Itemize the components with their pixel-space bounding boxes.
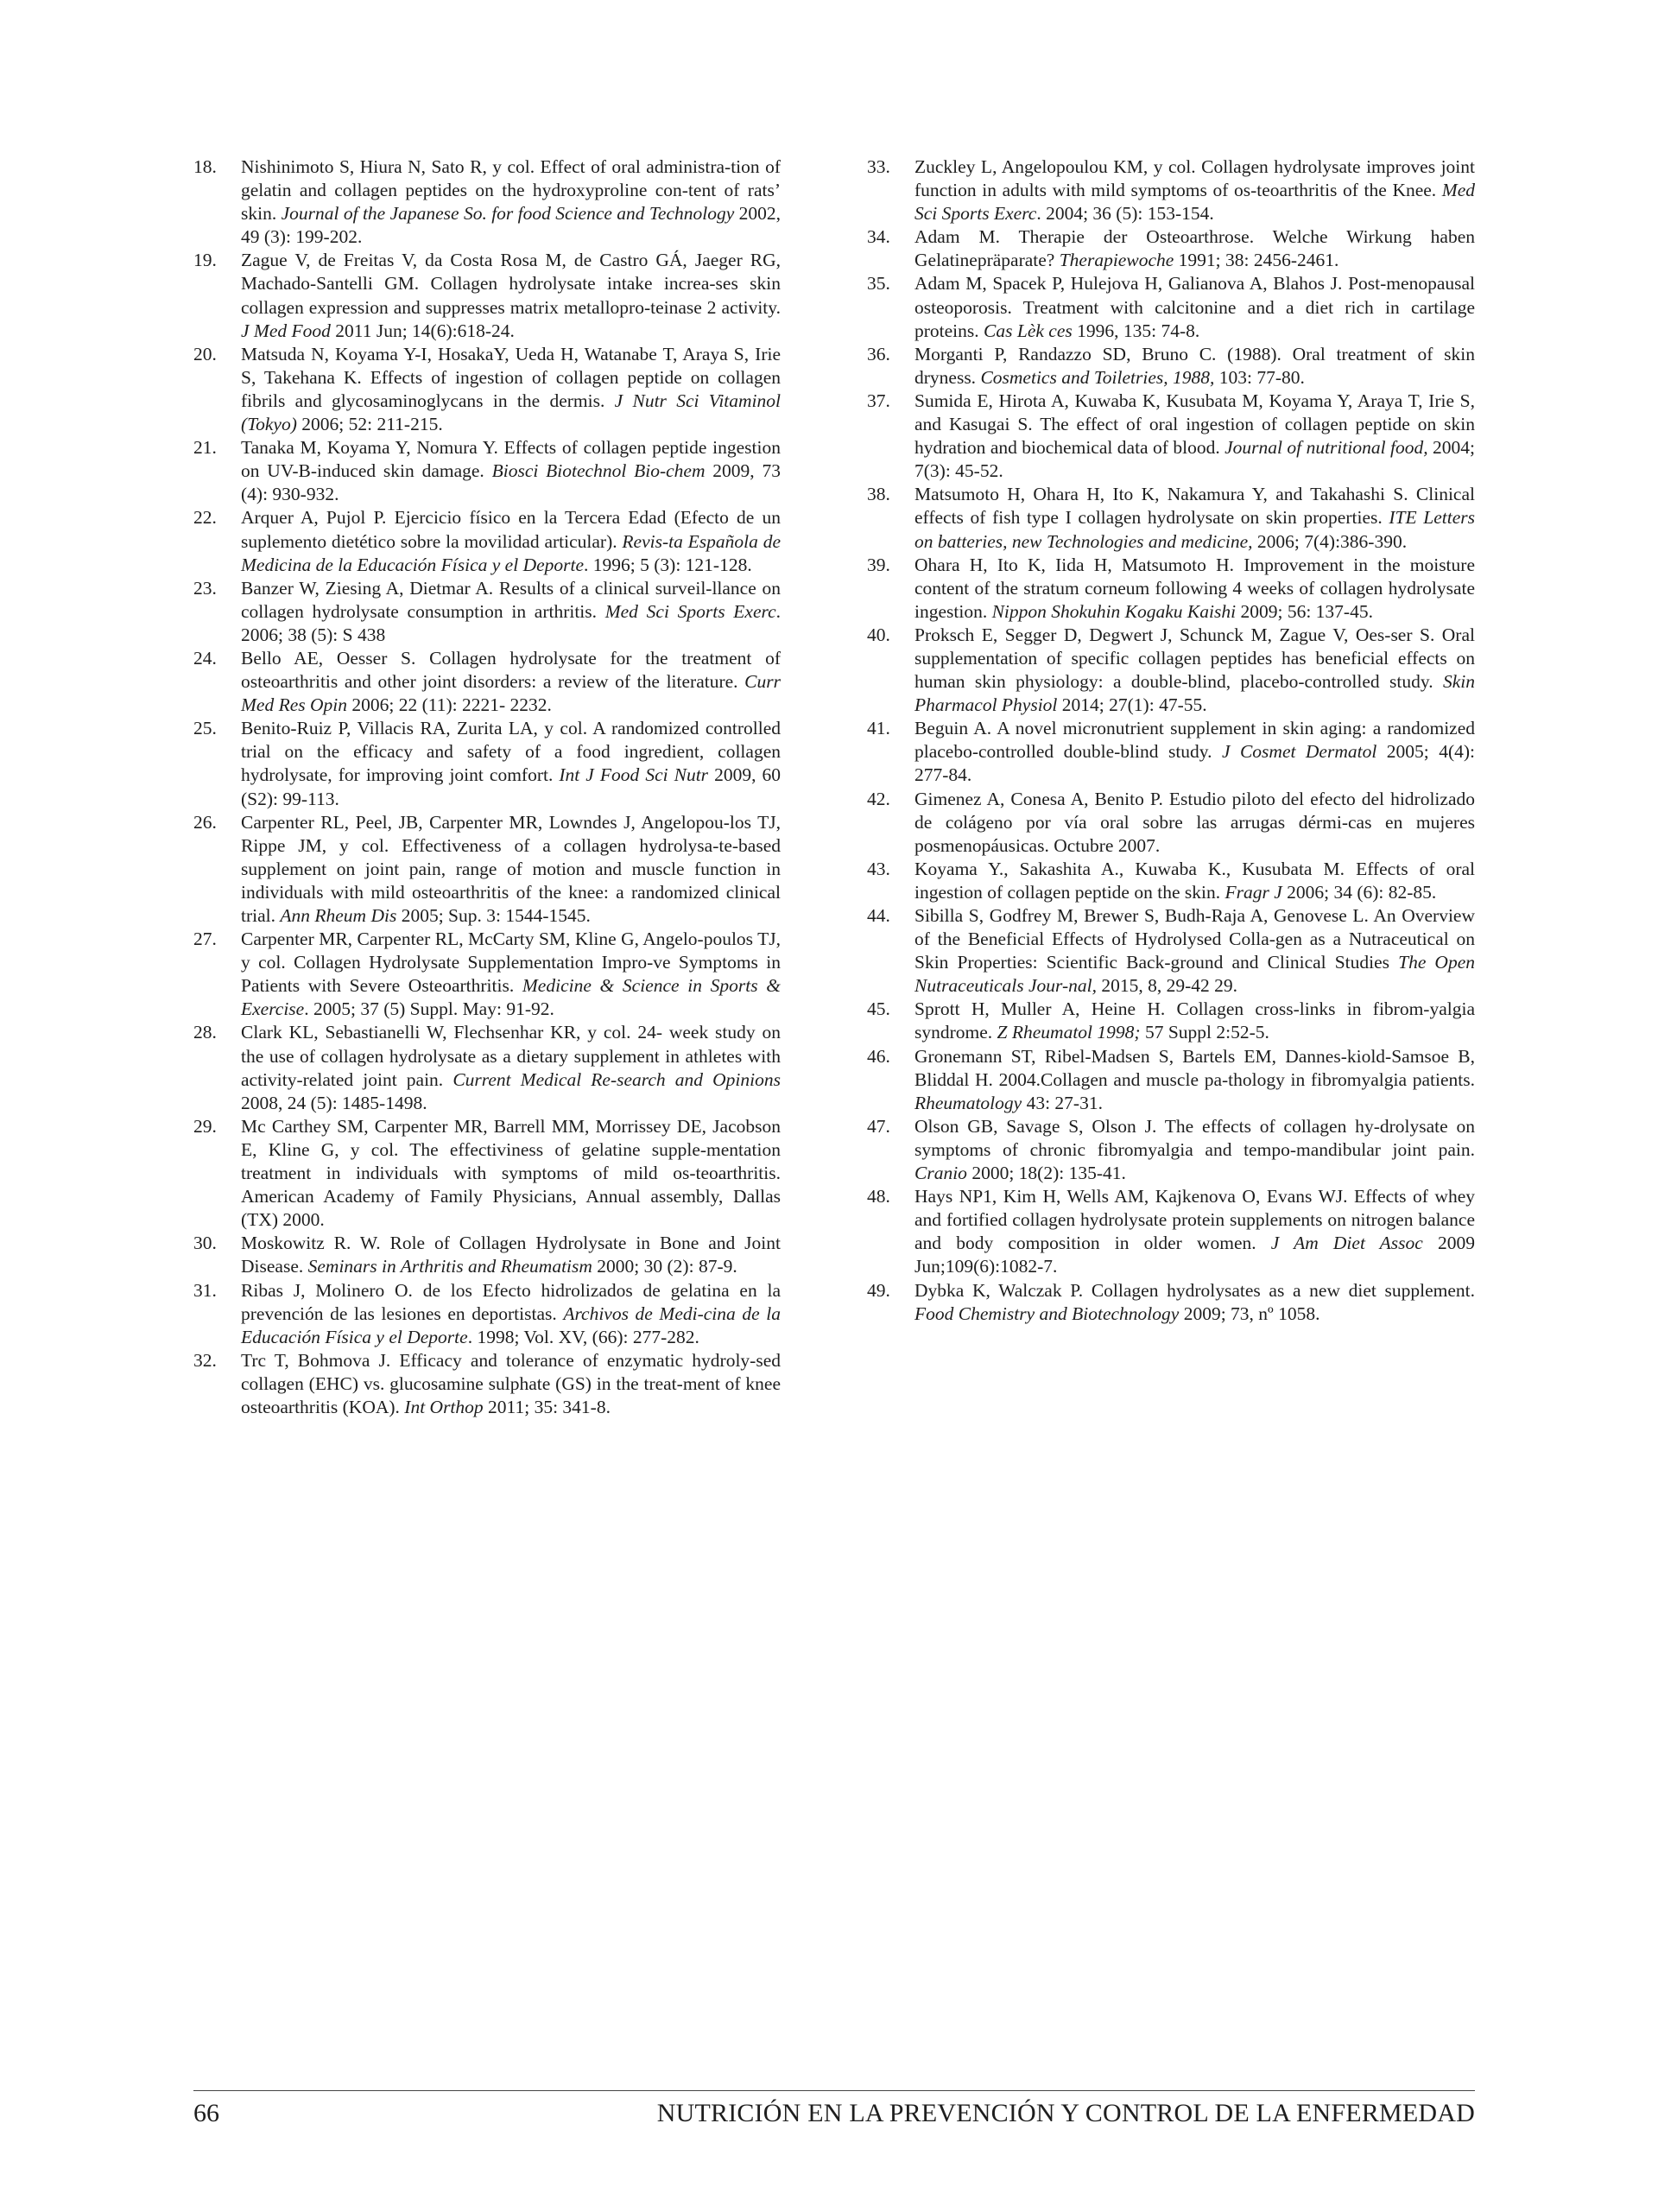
reference-text-segment: 2006; 34 (6): 82-85. — [1281, 881, 1437, 903]
reference-text-segment: 2014; 27(1): 47-55. — [1057, 694, 1207, 716]
reference-text — [914, 344, 1475, 388]
footer-divider — [193, 2090, 1475, 2091]
reference-entry — [193, 155, 781, 249]
reference-text-segment: Trc T, Bohmova J. Efficacy and tolerance of enzymatic hydroly-sed collagen (EHC) vs. glucosamine sulphate (GS) in the treat-ment of knee osteoarthritis (KOA). — [241, 1349, 781, 1417]
reference-text-segment: Gronemann ST, Ribel-Madsen S, Bartels EM, Dannes-kiold-Samsoe B, Bliddal H. 2004.Collagen and muscle pa-thology in fibromyalgia patients. — [914, 1045, 1475, 1090]
reference-number: 22. — [193, 507, 217, 529]
reference-source-title: Fragr J — [1225, 881, 1282, 903]
reference-entry — [193, 1115, 781, 1232]
reference-text-segment: Matsuda N, Koyama Y-I, HosakaY, Ueda H, Watanabe T, Araya S, Irie S, Takehana K. Effects of ingestion of collagen peptide on collagen fibrils and glycosaminoglycans in the dermis. — [241, 343, 781, 411]
reference-source-title: Cosmetics and Toiletries, 1988, — [980, 366, 1215, 388]
reference-text-segment: Gimenez A, Conesa A, Benito P. Estudio piloto del efecto del hidrolizado de colágeno por vía oral sobre las arrugas dérmi-cas en mujeres posmenopáusicas. Octubre 2007. — [914, 788, 1475, 856]
reference-number: 37. — [867, 390, 890, 411]
reference-number: 42. — [867, 788, 890, 809]
reference-text-segment: Dybka K, Walczak P. Collagen hydrolysates as a new diet supplement. — [914, 1279, 1475, 1301]
reference-source-title: Cranio — [914, 1163, 967, 1184]
reference-text-segment: 2002, 49 (3): 199-202. — [241, 203, 782, 248]
reference-entry — [193, 647, 781, 717]
reference-number: 32. — [193, 1349, 217, 1371]
reference-source-title: Seminars in Arthritis and Rheumatism — [307, 1256, 592, 1277]
reference-entry — [867, 483, 1475, 553]
reference-text — [914, 998, 1475, 1043]
reference-text — [241, 1116, 781, 1230]
reference-text — [914, 859, 1475, 903]
reference-source-title: Archivos de Medi-cina de la Educación Física y el Deporte — [241, 1302, 781, 1347]
reference-text-segment: Sprott H, Muller A, Heine H. Collagen cross-links in fibrom-yalgia syndrome. — [914, 998, 1475, 1043]
reference-text-segment: 2006; 22 (11): 2221- 2232. — [347, 694, 552, 716]
reference-source-title: Skin Pharmacol Physiol — [914, 671, 1475, 716]
reference-source-title: Med Sci Sports Exerc — [604, 600, 776, 622]
reference-number: 28. — [193, 1022, 217, 1043]
reference-number: 48. — [867, 1186, 890, 1207]
reference-text — [914, 1116, 1475, 1183]
reference-text-segment: Sibilla S, Godfrey M, Brewer S, Budh-Raja A, Genovese L. An Overview of the Beneficial Effects of Hydrolysed Colla-gen as a Nutraceutical on Skin Properties: Scientific Back-ground and Clinical Studies — [914, 905, 1475, 973]
reference-text-segment: Benito-Ruiz P, Villacis RA, Zurita LA, y col. A randomized controlled trial on the efficacy and safety of a food ingredient, collagen hydrolysate, for improving joint comfort. — [241, 718, 781, 786]
reference-entry — [193, 717, 781, 810]
reference-text-segment: 2008, 24 (5): 1485-1498. — [241, 1092, 427, 1113]
reference-source-title: Revis-ta Española de Medicina de la Educación Física y el Deporte — [241, 530, 781, 575]
reference-source-title: Int Orthop — [404, 1396, 484, 1417]
reference-text-segment: 2011; 35: 341-8. — [483, 1396, 611, 1417]
reference-number: 44. — [867, 905, 890, 926]
reference-text-segment: Hays NP1, Kim H, Wells AM, Kajkenova O, Evans WJ. Effects of whey and fortified collagen hydrolysate protein supplements on nitrogen balance and body composition in older women. — [914, 1186, 1475, 1254]
reference-number: 49. — [867, 1279, 890, 1301]
reference-text — [241, 344, 781, 434]
reference-text-segment: 2015, 8, 29-42 29. — [1096, 975, 1238, 997]
reference-number: 43. — [867, 858, 890, 879]
reference-text-segment: 103: 77-80. — [1214, 366, 1305, 388]
reference-entry — [867, 155, 1475, 225]
reference-text — [241, 1022, 781, 1112]
reference-text-segment: Clark KL, Sebastianelli W, Flechsenhar KR, y col. 24- week study on the use of collagen hydrolysate as a dietary supplement in athletes with activity-related joint pain. — [241, 1022, 781, 1090]
reference-text-segment: Koyama Y., Sakashita A., Kuwaba K., Kusubata M. Effects of oral ingestion of collagen peptide on the skin. — [914, 858, 1475, 903]
reference-entry — [867, 554, 1475, 624]
reference-text — [914, 273, 1475, 340]
reference-number: 27. — [193, 929, 217, 950]
reference-number: 23. — [193, 577, 217, 599]
reference-text-segment: 2009 Jun;109(6):1082-7. — [914, 1233, 1475, 1277]
reference-entry — [193, 249, 781, 342]
reference-number: 38. — [867, 484, 890, 505]
reference-text-segment: . 2006; 38 (5): S 438 — [241, 600, 781, 645]
reference-text-segment: Moskowitz R. W. Role of Collagen Hydrolysate in Bone and Joint Disease. — [241, 1233, 781, 1277]
reference-entry — [193, 1232, 781, 1278]
reference-source-title: Therapiewoche — [1059, 250, 1174, 271]
reference-source-title: J Cosmet Dermatol — [1221, 741, 1377, 763]
reference-entry — [867, 717, 1475, 787]
reference-entry — [193, 506, 781, 576]
reference-source-title: Biosci Biotechnol Bio-chem — [491, 460, 706, 482]
reference-source-title: Rheumatology — [914, 1092, 1022, 1113]
reference-text-segment: 2000; 18(2): 135-41. — [966, 1163, 1126, 1184]
reference-entry — [867, 272, 1475, 342]
reference-text-segment: 2011 Jun; 14(6):618-24. — [330, 320, 515, 341]
reference-entry — [867, 858, 1475, 904]
reference-number: 20. — [193, 343, 217, 364]
reference-text-segment: . 1996; 5 (3): 121-128. — [584, 554, 752, 575]
reference-text-segment: Matsumoto H, Ohara H, Ito K, Nakamura Y, and Takahashi S. Clinical effects of fish type I collagen hydrolysate on skin properties. — [914, 484, 1475, 529]
reference-text — [914, 1046, 1475, 1113]
reference-text — [914, 905, 1475, 996]
reference-text — [914, 390, 1475, 481]
reference-entry — [193, 811, 781, 928]
reference-number: 33. — [867, 156, 890, 177]
reference-entry — [867, 1045, 1475, 1115]
reference-source-title: J Am Diet Assoc — [1270, 1233, 1423, 1254]
reference-source-title: Ann Rheum Dis — [280, 905, 397, 926]
reference-number: 26. — [193, 811, 217, 833]
reference-text — [241, 156, 781, 247]
reference-text-segment: 2006; 7(4):386-390. — [1252, 530, 1408, 552]
reference-entry — [193, 1279, 781, 1349]
reference-text-segment: 43: 27-31. — [1022, 1092, 1103, 1113]
reference-text-segment: 2009; 56: 137-45. — [1236, 600, 1373, 622]
reference-source-title: Journal of nutritional food, — [1225, 437, 1428, 459]
reference-text-segment: Morganti P, Randazzo SD, Bruno C. (1988). Oral treatment of skin dryness. — [914, 343, 1475, 388]
reference-entry — [867, 904, 1475, 998]
reference-text-segment: Sumida E, Hirota A, Kuwaba K, Kusubata M, Koyama Y, Araya T, Irie S, and Kasugai S. The effect of oral ingestion of collagen peptide on skin hydration and biochemical data of blood. — [914, 390, 1475, 459]
reference-text — [914, 226, 1475, 270]
reference-text — [241, 250, 781, 340]
reference-source-title: Current Medical Re-search and Opinions — [452, 1068, 781, 1090]
reference-text-segment: 57 Suppl 2:52-5. — [1140, 1022, 1269, 1043]
reference-text — [241, 718, 781, 808]
reference-text — [914, 555, 1475, 622]
reference-text — [914, 1186, 1475, 1277]
reference-entry — [867, 343, 1475, 390]
reference-source-title: Int J Food Sci Nutr — [559, 764, 709, 786]
reference-source-title: Cas Lèk ces — [984, 320, 1073, 341]
reference-entry — [193, 436, 781, 506]
reference-text — [241, 507, 781, 574]
references-right-column — [867, 155, 1475, 1326]
reference-text-segment: Tanaka M, Koyama Y, Nomura Y. Effects of collagen peptide ingestion on UV-B-induced skin damage. — [241, 437, 781, 482]
reference-number: 30. — [193, 1233, 217, 1254]
reference-entry — [867, 1115, 1475, 1185]
reference-text-segment: Nishinimoto S, Hiura N, Sato R, y col. Effect of oral administra-tion of gelatin and collagen peptides on the hydroxyproline con-tent of rats’ skin. — [241, 156, 781, 225]
reference-number: 18. — [193, 156, 217, 177]
reference-text-segment: 2009, 60 (S2): 99-113. — [241, 764, 782, 809]
reference-text-segment: 2009, 73 (4): 930-932. — [241, 460, 781, 505]
reference-entry — [867, 624, 1475, 717]
reference-entry — [867, 998, 1475, 1044]
reference-number: 35. — [867, 273, 890, 295]
reference-text-segment: Banzer W, Ziesing A, Dietmar A. Results of a clinical surveil-llance on collagen hydrolysate consumption in arthritis. — [241, 577, 781, 622]
reference-source-title: Nippon Shokuhin Kogaku Kaishi — [991, 600, 1237, 622]
reference-text-segment: Carpenter RL, Peel, JB, Carpenter MR, Lowndes J, Angelopou-los TJ, Rippe JM, y col. Effectiveness of a collagen hydrolysa-te-based supplement on joint pain, range of motion and muscle function in individuals with mild osteoarthritis of the knee: a randomized clinical trial. — [241, 811, 781, 926]
reference-text-segment: Zague V, de Freitas V, da Costa Rosa M, de Castro GÁ, Jaeger RG, Machado-Santelli GM. Collagen hydrolysate intake increa-ses skin collagen expression and suppresses matrix metallopro-teinase 2 activity. — [241, 250, 781, 318]
reference-source-title: J Med Food — [241, 320, 331, 341]
reference-text — [914, 1280, 1475, 1324]
reference-source-title: Food Chemistry and Biotechnology — [914, 1302, 1180, 1324]
reference-text-segment: 2005; Sup. 3: 1544-1545. — [396, 905, 591, 926]
reference-source-title: The Open Nutraceuticals Jour-nal, — [914, 952, 1475, 997]
reference-text — [241, 812, 781, 926]
reference-text-segment: Ribas J, Molinero O. de los Efecto hidrolizados de gelatina en la prevención de las lesiones en deportistas. — [241, 1279, 781, 1324]
page-number: 66 — [193, 2099, 219, 2127]
reference-text-segment: Adam M. Therapie der Osteoarthrose. Welche Wirkung haben Gelatinepräparate? — [914, 226, 1475, 271]
reference-text — [241, 1280, 781, 1347]
reference-number: 34. — [867, 226, 890, 248]
reference-text — [241, 929, 781, 1019]
reference-number: 40. — [867, 624, 890, 645]
reference-entry — [867, 788, 1475, 858]
reference-text-segment: Beguin A. A novel micronutrient supplement in skin aging: a randomized placebo-controlled double-blind study. — [914, 718, 1475, 763]
reference-text — [914, 624, 1475, 715]
references-left-column — [193, 155, 781, 1419]
reference-source-title: J Nutr Sci Vitaminol (Tokyo) — [241, 390, 781, 435]
reference-text-segment: Mc Carthey SM, Carpenter MR, Barrell MM, Morrissey DE, Jacobson E, Kline G, y col. The effectiviness of gelatine supple-mentation treatment in individuals with symptoms of mild os-teoarthritis. American Academy of Family Physicians, Annual assembly, Dallas (TX) 2000. — [241, 1115, 781, 1231]
reference-source-title: ITE Letters on batteries, new Technologies and medicine, — [914, 507, 1475, 552]
reference-number: 41. — [867, 718, 890, 739]
reference-text-segment: Olson GB, Savage S, Olson J. The effects of collagen hy-drolysate on symptoms of chronic fibromyalgia and tempo-mandibular joint pain. — [914, 1115, 1475, 1160]
reference-source-title: Curr Med Res Opin — [241, 671, 781, 716]
reference-source-title: Med Sci Sports Exerc — [914, 180, 1475, 225]
reference-text — [241, 1350, 781, 1417]
reference-source-title: Medicine & Science in Sports & Exercise — [241, 975, 781, 1020]
reference-text-segment: Carpenter MR, Carpenter RL, McCarty SM, Kline G, Angelo-poulos TJ, y col. Collagen Hydrolysate Supplementation Impro-ve Symptoms in Patients with Severe Osteoarthritis. — [241, 929, 781, 997]
reference-number: 19. — [193, 250, 217, 271]
reference-text — [241, 437, 781, 504]
reference-text-segment: Adam M, Spacek P, Hulejova H, Galianova A, Blahos J. Post-menopausal osteoporosis. Treatment with calcitonine and a diet rich in cartilage proteins. — [914, 273, 1475, 341]
reference-number: 45. — [867, 998, 890, 1020]
reference-entry — [193, 343, 781, 436]
reference-source-title: Journal of the Japanese So. for food Science and Technology — [281, 203, 735, 225]
reference-text — [914, 718, 1475, 785]
reference-number: 36. — [867, 343, 890, 364]
reference-number: 29. — [193, 1115, 217, 1137]
reference-text — [241, 648, 781, 715]
reference-text — [914, 484, 1475, 551]
running-title: NUTRICIÓN EN LA PREVENCIÓN Y CONTROL DE LA ENFERMEDAD — [656, 2099, 1475, 2127]
reference-text-segment: . 2004; 36 (5): 153-154. — [1036, 203, 1214, 225]
reference-entry — [193, 1021, 781, 1114]
reference-text-segment: Proksch E, Segger D, Degwert J, Schunck M, Zague V, Oes-ser S. Oral supplementation of specific collagen peptides has beneficial effects on human skin physiology: a double-blind, placebo-controlled study. — [914, 624, 1475, 693]
reference-text-segment: 2000; 30 (2): 87-9. — [592, 1256, 737, 1277]
reference-number: 25. — [193, 718, 217, 739]
reference-text-segment: . 2005; 37 (5) Suppl. May: 91-92. — [304, 998, 554, 1020]
reference-number: 39. — [867, 554, 890, 575]
reference-text-segment: Ohara H, Ito K, Iida H, Matsumoto H. Improvement in the moisture content of the stratum corneum following 4 weeks of collagen hydrolysate ingestion. — [914, 554, 1475, 622]
reference-number: 31. — [193, 1279, 217, 1301]
reference-entry — [193, 577, 781, 647]
reference-text-segment: 2005; 4(4): 277-84. — [914, 741, 1475, 786]
reference-entry — [193, 1349, 781, 1419]
reference-entry — [867, 1185, 1475, 1278]
reference-entry — [193, 928, 781, 1021]
reference-source-title: Z Rheumatol 1998; — [997, 1022, 1141, 1043]
reference-number: 21. — [193, 437, 217, 459]
reference-text-segment: Arquer A, Pujol P. Ejercicio físico en la Tercera Edad (Efecto de un suplemento dietético sobre la movilidad articular). — [241, 507, 781, 552]
reference-text-segment: . 1998; Vol. XV, (66): 277-282. — [467, 1326, 699, 1347]
reference-text-segment: Zuckley L, Angelopoulou KM, y col. Collagen hydrolysate improves joint function in adults with mild symptoms of os-teoarthritis of the Knee. — [914, 156, 1475, 201]
reference-number: 24. — [193, 647, 217, 669]
reference-entry — [867, 390, 1475, 483]
reference-text — [914, 156, 1475, 224]
reference-text-segment: 1996, 135: 74-8. — [1072, 320, 1200, 341]
reference-entry — [867, 225, 1475, 272]
reference-text-segment: Bello AE, Oesser S. Collagen hydrolysate for the treatment of osteoarthritis and other joint disorders: a review of the literature. — [241, 647, 781, 693]
reference-text — [914, 789, 1475, 856]
reference-text — [241, 1233, 781, 1277]
reference-text-segment: 2006; 52: 211-215. — [296, 414, 443, 435]
reference-text — [241, 578, 781, 645]
reference-text-segment: 1991; 38: 2456-2461. — [1174, 250, 1339, 271]
reference-text-segment: 2009; 73, nº 1058. — [1179, 1302, 1320, 1324]
reference-number: 46. — [867, 1045, 890, 1067]
reference-number: 47. — [867, 1115, 890, 1137]
reference-text-segment: 2004; 7(3): 45-52. — [914, 437, 1475, 482]
reference-entry — [867, 1279, 1475, 1326]
